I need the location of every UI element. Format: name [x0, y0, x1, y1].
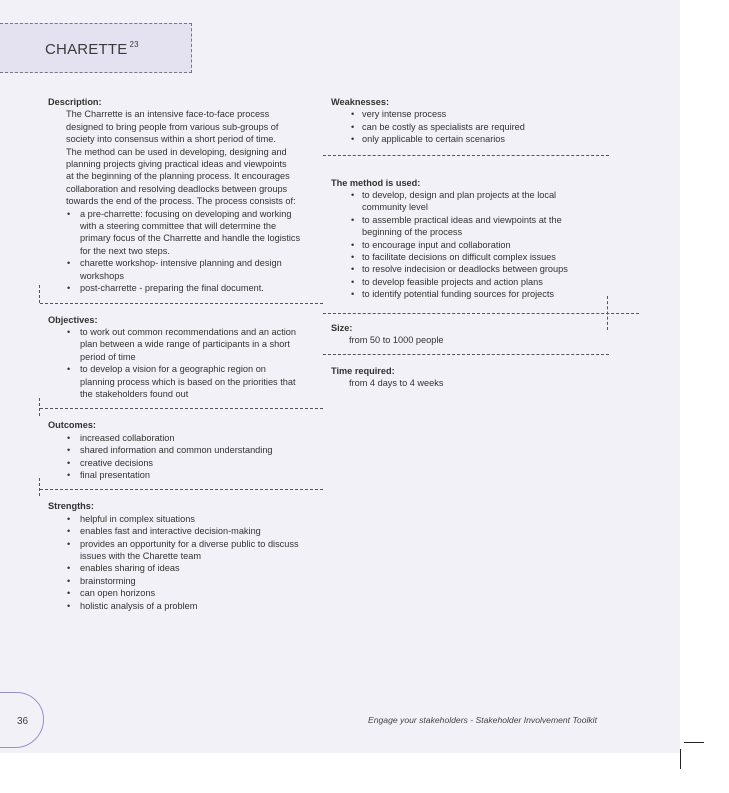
strengths-heading: Strengths: — [48, 501, 94, 512]
description-line: towards the end of the process. The process consists of: — [66, 196, 296, 207]
list-item: • only applicable to certain scenarios — [331, 133, 609, 145]
list-item-line: the stakeholders found out — [80, 388, 189, 399]
list-item-line: plan between a wide range of participants in a short — [80, 339, 290, 350]
crop-mark — [680, 749, 681, 769]
weaknesses-list — [331, 108, 609, 145]
section-divider — [323, 313, 639, 314]
list-item — [48, 525, 320, 537]
left-column — [48, 96, 320, 612]
objectives-list — [48, 326, 320, 400]
list-item-line: workshops — [80, 270, 124, 281]
list-item: • creative decisions — [48, 457, 320, 469]
weaknesses-heading: Weaknesses: — [331, 97, 390, 107]
list-item-line: • to facilitate decisions on difficult complex issues — [362, 252, 556, 263]
list-item-line: • to assemble practical ideas and viewpoints at the — [362, 214, 562, 225]
outcomes-section — [48, 419, 320, 481]
list-item-line: • to develop, design and plan projects at the local — [362, 190, 557, 201]
description-line: designed to bring people from various sub-groups of — [66, 121, 279, 132]
list-item — [48, 208, 320, 258]
list-item: • can be costly as specialists are required — [331, 121, 609, 133]
list-item-line: for the next two steps. — [80, 245, 170, 256]
method-used-heading: The method is used: — [331, 177, 421, 188]
time-required-value: from 4 days to 4 weeks — [349, 377, 444, 388]
right-column — [331, 96, 609, 389]
description-line: society into consensus within a short period of time. — [66, 134, 276, 145]
weaknesses-section — [331, 96, 609, 146]
list-item — [48, 257, 320, 282]
description-line: The method can be used in developing, designing and — [66, 146, 287, 157]
list-item-line: • charette workshop- intensive planning and design — [80, 258, 282, 269]
list-item: • very intense process — [331, 108, 609, 120]
section-divider — [323, 155, 609, 156]
list-item-line: • to develop a vision for a geographic region on — [80, 364, 266, 375]
list-item — [48, 513, 320, 525]
list-item-line: • a pre-charrette: focusing on developing and working — [80, 208, 292, 219]
description-text — [48, 108, 320, 207]
list-item — [331, 239, 609, 251]
list-item — [331, 276, 609, 288]
title-superscript: 23 — [129, 40, 139, 49]
list-item-line: • to identify potential funding sources for projects — [362, 289, 555, 300]
section-divider — [40, 303, 323, 304]
list-item-line: period of time — [80, 351, 136, 362]
method-used-list — [331, 189, 609, 301]
size-value: from 50 to 1000 people — [349, 335, 444, 346]
page-title: CHARETTE $^{23}$ — [45, 40, 139, 58]
list-item-line: • to develop feasible projects and action plans — [362, 276, 543, 287]
list-item — [331, 251, 609, 263]
list-item-line: • to resolve indecision or deadlocks between groups — [362, 264, 568, 275]
list-item-line: • brainstorming — [80, 575, 136, 586]
list-item-line: issues with the Charette team — [80, 551, 202, 561]
list-item — [48, 363, 320, 400]
list-item-line: community level — [362, 202, 428, 213]
description-heading: Description: — [48, 97, 102, 107]
list-item-line: • post-charrette - preparing the final document. — [80, 283, 264, 294]
strengths-section — [48, 500, 320, 612]
list-item — [48, 587, 320, 599]
list-item — [331, 288, 609, 300]
list-item-line: • provides an opportunity for a diverse public to discuss — [80, 538, 299, 549]
list-item-line: • enables fast and interactive decision-making — [80, 526, 261, 537]
description-section — [48, 96, 320, 295]
list-item-line: planning process which is based on the priorities that — [80, 376, 296, 387]
margin-tick — [39, 398, 40, 416]
list-item — [48, 600, 320, 612]
description-line: at the beginning of the planning process. It encourages — [66, 171, 290, 182]
page-number: 36 — [17, 716, 29, 727]
list-item — [48, 562, 320, 574]
list-item — [331, 214, 609, 239]
description-line: The Charrette is an intensive face-to-face process — [66, 109, 270, 120]
section-divider — [40, 408, 323, 409]
list-item: • increased collaboration — [48, 432, 320, 444]
list-item — [48, 575, 320, 587]
list-item-line: beginning of the process — [362, 227, 463, 238]
description-list — [48, 208, 320, 295]
margin-tick — [607, 296, 608, 330]
crop-mark — [684, 742, 704, 743]
description-line: collaboration and resolving deadlocks between groups — [66, 183, 288, 194]
list-item-line: • holistic analysis of a problem — [80, 600, 198, 611]
time-required-section — [331, 365, 609, 390]
list-item-line: • to work out common recommendations and an action — [80, 326, 297, 337]
outcomes-heading: Outcomes: — [48, 420, 96, 431]
list-item-line: • enables sharing of ideas — [80, 563, 180, 574]
list-item — [48, 538, 320, 563]
size-heading: Size: — [331, 322, 353, 333]
list-item — [48, 282, 320, 294]
list-item-line: primary focus of the Charrette and handle the logistics — [80, 233, 301, 244]
list-item — [331, 189, 609, 214]
list-item — [331, 263, 609, 275]
list-item: • final presentation — [48, 469, 320, 481]
objectives-section — [48, 314, 320, 401]
method-used-section — [331, 177, 609, 301]
section-divider — [40, 489, 323, 490]
section-divider — [323, 354, 609, 355]
time-required-heading: Time required: — [331, 365, 395, 376]
margin-tick — [39, 285, 40, 303]
list-item: • shared information and common understanding — [48, 444, 320, 456]
footer-text: Engage your stakeholders - Stakeholder Involvement Toolkit — [368, 715, 597, 725]
list-item — [48, 326, 320, 363]
list-item-line: • helpful in complex situations — [80, 513, 195, 524]
strengths-list — [48, 513, 320, 612]
list-item-line: with a steering committee that will determine the — [80, 221, 277, 232]
list-item-line: • to encourage input and collaboration — [362, 239, 511, 250]
description-line: planning projects giving practical ideas and viewpoints — [66, 159, 287, 170]
objectives-heading: Objectives: — [48, 314, 98, 325]
title-box — [0, 23, 192, 73]
outcomes-list — [48, 432, 320, 482]
list-item-line: • can open horizons — [80, 588, 156, 599]
size-section — [331, 322, 609, 347]
margin-tick — [39, 478, 40, 496]
